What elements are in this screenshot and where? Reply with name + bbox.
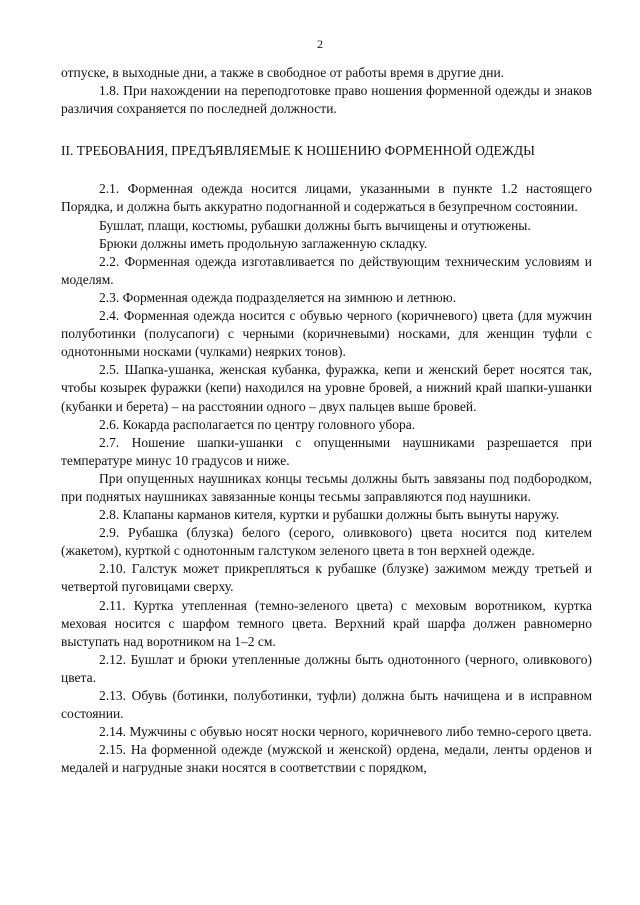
paragraph-2-9: 2.9. Рубашка (блузка) белого (серого, оливкового) цвета носится под кителем (жакетом), курткой с однотонным галстуком зеленого цвета в тон верхней одежде. — [61, 525, 592, 559]
paragraph-2-2: 2.2. Форменная одежда изготавливается по действующим техническим условиям и моделям. — [61, 253, 592, 287]
paragraph-2-4: 2.4. Форменная одежда носится с обувью черного (коричневого) цвета (для мужчин полуботинки (полусапоги) с черными (коричневыми) носками, для женщин туфли с однотонными носками (чулками) неярких тонов). — [61, 308, 592, 360]
paragraph-2-15: 2.15. На форменной одежде (мужской и женской) ордена, медали, ленты орденов и медалей и нагрудные знаки носятся в соответствии с порядком, — [61, 742, 592, 776]
paragraph-2-11: 2.11. Куртка утепленная (темно-зеленого цвета) с меховым воротником, куртка меховая носится с шарфом темного цвета. Верхний край шарфа должен равномерно выступать над воротником на 1–2 см. — [61, 597, 592, 649]
document-body — [61, 64, 592, 777]
page-number: 2 — [317, 37, 323, 51]
paragraph-2-7: 2.7. Ношение шапки-ушанки с опущенными наушниками разрешается при температуре минус 10 градусов и ниже. — [61, 434, 592, 468]
paragraph-2-3: 2.3. Форменная одежда подразделяется на зимнюю и летнюю. — [99, 289, 457, 305]
paragraph-naushniki: При опущенных наушниках концы тесьмы должны быть завязаны под подбородком, при поднятых наушниках завязанные концы тесьмы заправляются под наушники. — [61, 470, 592, 504]
paragraph-2-5: 2.5. Шапка-ушанка, женская кубанка, фуражка, кепи и женский берет носятся так, чтобы козырек фуражки (кепи) находился на уровне бровей, а нижний край шапки-ушанки (кубанки и берета) – на расстоянии одного – двух пальцев выше бровей. — [61, 362, 592, 414]
paragraph-2-8: 2.8. Клапаны карманов кителя, куртки и рубашки должны быть вынуты наружу. — [99, 507, 560, 523]
paragraph-continuation: отпуске, в выходные дни, а также в свободное от работы время в другие дни. — [61, 65, 505, 80]
paragraph-2-6: 2.6. Кокарда располагается по центру головного убора. — [99, 416, 416, 432]
paragraph-bushlat: Бушлат, плащи, костюмы, рубашки должны быть вычищены и отутюжены. — [99, 217, 531, 233]
paragraph-2-14: 2.14. Мужчины с обувью носят носки черного, коричневого либо темно-серого цвета. — [99, 724, 592, 740]
paragraph-2-13: 2.13. Обувь (ботинки, полуботинки, туфли) должна быть начищена и в исправном состоянии. — [61, 688, 592, 722]
paragraph-2-10: 2.10. Галстук может прикрепляться к рубашке (блузке) зажимом между третьей и четвертой пуговицами сверху. — [61, 561, 592, 595]
paragraph-2-1: 2.1. Форменная одежда носится лицами, указанными в пункте 1.2 настоящего Порядка, и должна быть аккуратно подогнанной и содержаться в безупречном состоянии. — [61, 181, 592, 215]
paragraph-2-12: 2.12. Бушлат и брюки утепленные должны быть однотонного (черного, оливкового) цвета. — [61, 651, 592, 685]
section-heading: II. ТРЕБОВАНИЯ, ПРЕДЪЯВЛЯЕМЫЕ К НОШЕНИЮ ФОРМЕННОЙ ОДЕЖДЫ — [61, 143, 535, 159]
paragraph-bryuki: Брюки должны иметь продольную заглаженную складку. — [99, 235, 428, 251]
paragraph-1-8: 1.8. При нахождении на переподготовке право ношения форменной одежды и знаков различия сохраняется по последней должности. — [61, 83, 592, 117]
